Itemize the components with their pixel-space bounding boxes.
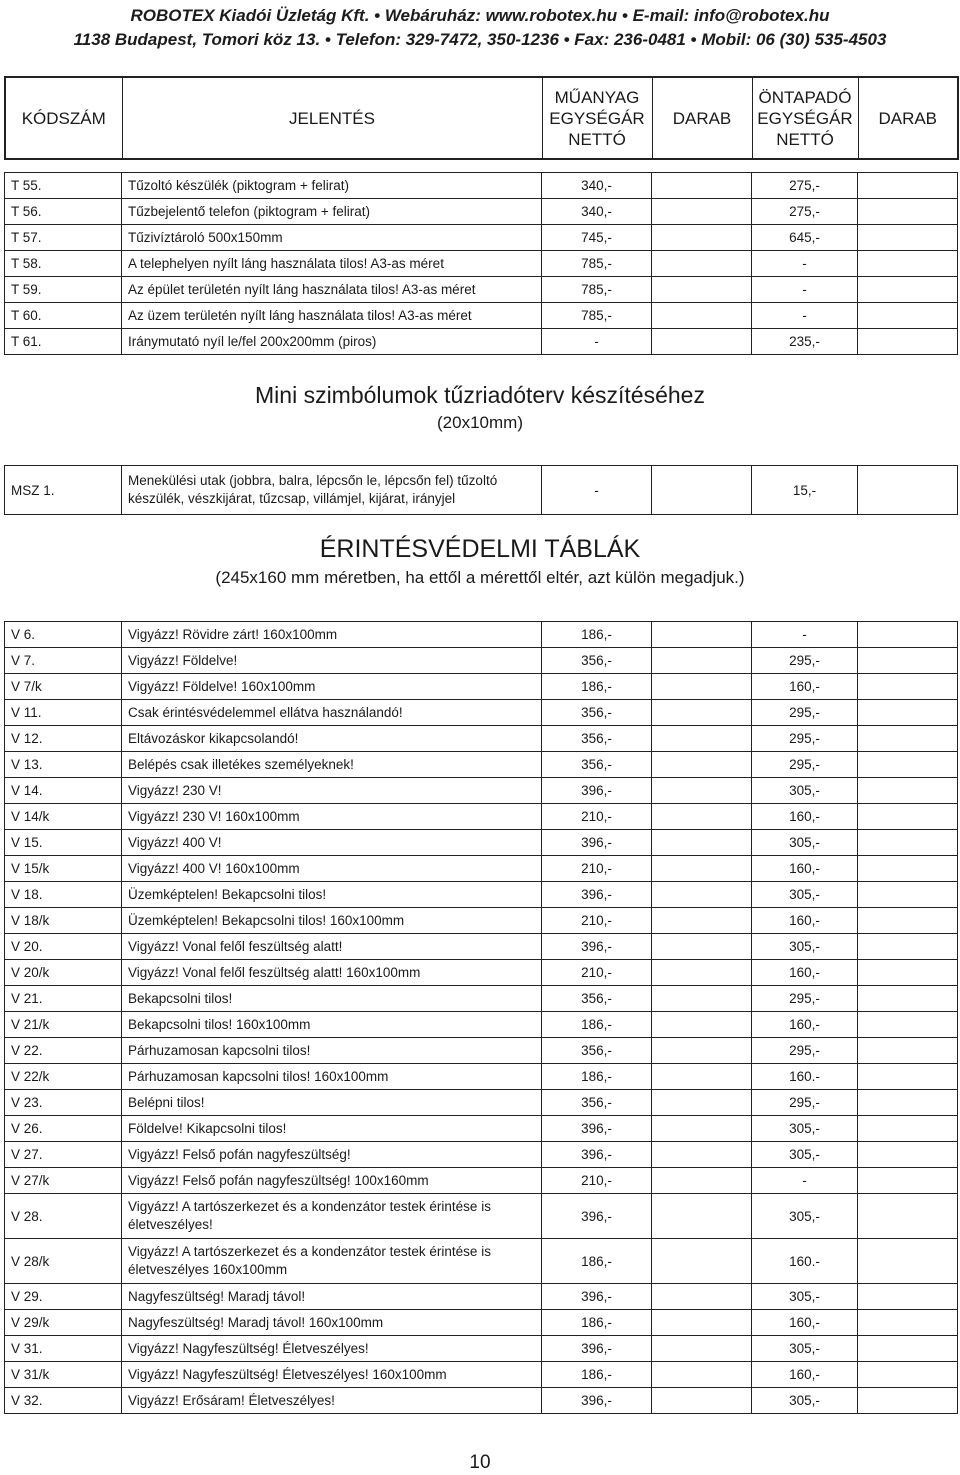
row-qty-1 xyxy=(652,1336,752,1362)
table-row xyxy=(5,622,958,648)
row-plastic-price: 785,- xyxy=(542,251,652,277)
row-code: T 61. xyxy=(5,329,122,355)
row-qty-1 xyxy=(652,1116,752,1142)
row-adhesive-price: 15,- xyxy=(752,466,858,515)
row-qty-2 xyxy=(858,1142,958,1168)
row-desc: Vigyázz! 230 V! xyxy=(122,778,542,804)
row-desc: Iránymutató nyíl le/fel 200x200mm (piros) xyxy=(122,329,542,355)
row-qty-2 xyxy=(858,1284,958,1310)
row-code: V 15/k xyxy=(5,856,122,882)
row-desc: Vigyázz! Rövidre zárt! 160x100mm xyxy=(122,622,542,648)
row-code: T 60. xyxy=(5,303,122,329)
row-adhesive-price: 305,- xyxy=(752,778,858,804)
table-row xyxy=(5,251,958,277)
row-qty-1 xyxy=(652,804,752,830)
row-plastic-price: 186,- xyxy=(542,1310,652,1336)
row-qty-1 xyxy=(652,277,752,303)
row-adhesive-price: 160.- xyxy=(752,1239,858,1284)
row-desc: Nagyfeszültség! Maradj távol! 160x100mm xyxy=(122,1310,542,1336)
table-row xyxy=(5,225,958,251)
row-qty-1 xyxy=(652,251,752,277)
row-adhesive-price: 160.- xyxy=(752,1064,858,1090)
row-qty-2 xyxy=(858,908,958,934)
row-code: V 21/k xyxy=(5,1012,122,1038)
row-qty-2 xyxy=(858,960,958,986)
row-plastic-price: 356,- xyxy=(542,986,652,1012)
row-plastic-price: 396,- xyxy=(542,830,652,856)
row-qty-1 xyxy=(652,303,752,329)
row-plastic-price: 396,- xyxy=(542,934,652,960)
row-desc: Vigyázz! 230 V! 160x100mm xyxy=(122,804,542,830)
row-plastic-price: 396,- xyxy=(542,1116,652,1142)
row-adhesive-price: 295,- xyxy=(752,986,858,1012)
touch-section-title: ÉRINTÉSVÉDELMI TÁBLÁK xyxy=(319,535,641,563)
row-adhesive-price: 305,- xyxy=(752,1336,858,1362)
row-desc: A telephelyen nyílt láng használata tilos! A3-as méret xyxy=(122,251,542,277)
table-row xyxy=(5,199,958,225)
row-qty-2 xyxy=(858,173,958,199)
row-adhesive-price: 160,- xyxy=(752,674,858,700)
row-qty-2 xyxy=(858,277,958,303)
row-qty-2 xyxy=(858,251,958,277)
row-qty-2 xyxy=(858,225,958,251)
row-qty-2 xyxy=(858,1116,958,1142)
row-qty-2 xyxy=(858,199,958,225)
row-desc: Párhuzamosan kapcsolni tilos! 160x100mm xyxy=(122,1064,542,1090)
row-qty-1 xyxy=(652,674,752,700)
row-adhesive-price: 305,- xyxy=(752,1116,858,1142)
row-code: V 22/k xyxy=(5,1064,122,1090)
table-row xyxy=(5,466,958,515)
table-row xyxy=(5,1194,958,1239)
row-adhesive-price: - xyxy=(752,622,858,648)
row-code: V 20/k xyxy=(5,960,122,986)
row-qty-1 xyxy=(652,726,752,752)
row-code: T 56. xyxy=(5,199,122,225)
col-meaning: JELENTÉS xyxy=(122,77,542,159)
table-row xyxy=(5,1239,958,1284)
row-adhesive-price: 160,- xyxy=(752,804,858,830)
row-plastic-price: 186,- xyxy=(542,1362,652,1388)
row-adhesive-price: 295,- xyxy=(752,1090,858,1116)
row-adhesive-price: 160,- xyxy=(752,1012,858,1038)
row-code: T 59. xyxy=(5,277,122,303)
row-qty-1 xyxy=(652,329,752,355)
row-code: V 21. xyxy=(5,986,122,1012)
row-qty-2 xyxy=(858,778,958,804)
table-row xyxy=(5,934,958,960)
row-qty-2 xyxy=(858,856,958,882)
row-plastic-price: 186,- xyxy=(542,674,652,700)
row-code: V 26. xyxy=(5,1116,122,1142)
table-row xyxy=(5,908,958,934)
row-desc: Bekapcsolni tilos! 160x100mm xyxy=(122,1012,542,1038)
row-qty-2 xyxy=(858,1194,958,1239)
row-adhesive-price: 275,- xyxy=(752,199,858,225)
row-qty-2 xyxy=(858,700,958,726)
row-qty-2 xyxy=(858,1012,958,1038)
row-adhesive-price: 645,- xyxy=(752,225,858,251)
table-row xyxy=(5,1388,958,1414)
row-code: V 6. xyxy=(5,622,122,648)
row-qty-1 xyxy=(652,908,752,934)
row-qty-2 xyxy=(858,1388,958,1414)
row-plastic-price: 186,- xyxy=(542,1239,652,1284)
row-plastic-price: 396,- xyxy=(542,1142,652,1168)
row-desc: Tűzoltó készülék (piktogram + felirat) xyxy=(122,173,542,199)
row-adhesive-price: 305,- xyxy=(752,934,858,960)
row-code: T 55. xyxy=(5,173,122,199)
row-code: V 27/k xyxy=(5,1168,122,1194)
row-adhesive-price: 305,- xyxy=(752,1388,858,1414)
row-qty-2 xyxy=(858,466,958,515)
row-qty-1 xyxy=(652,1090,752,1116)
table-row xyxy=(5,700,958,726)
row-desc: Az üzem területén nyílt láng használata tilos! A3-as méret xyxy=(122,303,542,329)
row-desc: Vigyázz! 400 V! xyxy=(122,830,542,856)
table-row xyxy=(5,648,958,674)
column-header-table xyxy=(4,76,959,160)
row-qty-2 xyxy=(858,1310,958,1336)
row-desc: Vigyázz! Vonal felől feszültség alatt! xyxy=(122,934,542,960)
row-qty-2 xyxy=(858,1362,958,1388)
row-adhesive-price: 160,- xyxy=(752,1310,858,1336)
row-desc: Földelve! Kikapcsolni tilos! xyxy=(122,1116,542,1142)
row-code: V 7/k xyxy=(5,674,122,700)
row-adhesive-price: 305,- xyxy=(752,830,858,856)
row-desc: Vigyázz! Nagyfeszültség! Életveszélyes! 160x100mm xyxy=(122,1362,542,1388)
page-number: 10 xyxy=(469,1452,491,1473)
col-adhesive-price: ÖNTAPADÓ EGYSÉGÁR NETTÓ xyxy=(752,77,858,159)
row-code: V 13. xyxy=(5,752,122,778)
row-plastic-price: 340,- xyxy=(542,173,652,199)
row-qty-1 xyxy=(652,1194,752,1239)
table-row xyxy=(5,1142,958,1168)
row-qty-1 xyxy=(652,1064,752,1090)
row-desc: Vigyázz! Vonal felől feszültség alatt! 160x100mm xyxy=(122,960,542,986)
row-code: V 22. xyxy=(5,1038,122,1064)
row-qty-1 xyxy=(652,1142,752,1168)
row-qty-2 xyxy=(858,329,958,355)
col-qty-2: DARAB xyxy=(858,77,958,159)
row-qty-2 xyxy=(858,622,958,648)
row-adhesive-price: 305,- xyxy=(752,882,858,908)
touch-price-table xyxy=(4,621,958,1414)
row-adhesive-price: 160,- xyxy=(752,908,858,934)
row-plastic-price: - xyxy=(542,466,652,515)
row-qty-2 xyxy=(858,752,958,778)
row-plastic-price: 356,- xyxy=(542,1038,652,1064)
row-code: V 15. xyxy=(5,830,122,856)
row-adhesive-price: 160,- xyxy=(752,960,858,986)
row-plastic-price: 356,- xyxy=(542,648,652,674)
row-code: V 14/k xyxy=(5,804,122,830)
row-plastic-price: 356,- xyxy=(542,700,652,726)
row-adhesive-price: 305,- xyxy=(752,1194,858,1239)
row-adhesive-price: - xyxy=(752,251,858,277)
row-desc: Csak érintésvédelemmel ellátva használandó! xyxy=(122,700,542,726)
row-code: T 57. xyxy=(5,225,122,251)
row-desc: Eltávozáskor kikapcsolandó! xyxy=(122,726,542,752)
row-code: MSZ 1. xyxy=(5,466,122,515)
row-qty-1 xyxy=(652,225,752,251)
row-plastic-price: 186,- xyxy=(542,622,652,648)
table-row xyxy=(5,804,958,830)
row-qty-2 xyxy=(858,1239,958,1284)
row-qty-1 xyxy=(652,778,752,804)
fire-price-table xyxy=(4,172,958,355)
row-qty-2 xyxy=(858,1064,958,1090)
row-qty-2 xyxy=(858,303,958,329)
row-adhesive-price: 295,- xyxy=(752,726,858,752)
row-qty-1 xyxy=(652,1362,752,1388)
mini-section-title: Mini szimbólumok tűzriadóterv készítéséhez xyxy=(255,382,705,408)
row-adhesive-price: - xyxy=(752,277,858,303)
row-code: V 18. xyxy=(5,882,122,908)
table-row xyxy=(5,329,958,355)
address-line: 1138 Budapest, Tomori köz 13. • Telefon: 329-7472, 350-1236 • Fax: 236-0481 • Mobil: 06 (30) 535-4503 xyxy=(73,30,887,49)
table-row xyxy=(5,1064,958,1090)
row-qty-1 xyxy=(652,960,752,986)
row-qty-2 xyxy=(858,986,958,1012)
row-qty-1 xyxy=(652,622,752,648)
row-qty-1 xyxy=(652,1038,752,1064)
row-qty-1 xyxy=(652,830,752,856)
row-qty-2 xyxy=(858,1336,958,1362)
row-qty-2 xyxy=(858,726,958,752)
table-row xyxy=(5,986,958,1012)
row-qty-1 xyxy=(652,648,752,674)
row-plastic-price: 356,- xyxy=(542,752,652,778)
table-row xyxy=(5,1116,958,1142)
row-plastic-price: 186,- xyxy=(542,1012,652,1038)
row-desc: Az épület területén nyílt láng használata tilos! A3-as méret xyxy=(122,277,542,303)
row-code: V 31. xyxy=(5,1336,122,1362)
row-plastic-price: 186,- xyxy=(542,1064,652,1090)
row-qty-1 xyxy=(652,752,752,778)
row-code: V 11. xyxy=(5,700,122,726)
row-desc: Vigyázz! A tartószerkezet és a kondenzátor testek érintése is életveszélyes 160x100mm xyxy=(122,1239,542,1284)
mini-section-subtitle: (20x10mm) xyxy=(437,413,523,432)
table-row xyxy=(5,778,958,804)
row-qty-1 xyxy=(652,934,752,960)
row-desc: Vigyázz! Nagyfeszültség! Életveszélyes! xyxy=(122,1336,542,1362)
row-desc: Vigyázz! Felső pofán nagyfeszültség! xyxy=(122,1142,542,1168)
row-qty-1 xyxy=(652,700,752,726)
row-code: V 27. xyxy=(5,1142,122,1168)
row-qty-2 xyxy=(858,804,958,830)
row-desc: Tűzbejelentő telefon (piktogram + felirat) xyxy=(122,199,542,225)
table-row xyxy=(5,1336,958,1362)
table-row xyxy=(5,674,958,700)
row-qty-1 xyxy=(652,1388,752,1414)
row-desc: Belépés csak illetékes személyeknek! xyxy=(122,752,542,778)
row-desc: Menekülési utak (jobbra, balra, lépcsőn le, lépcsőn fel) tűzoltó készülék, vészkijárat, tűzcsap, villámjel, kijárat, irányjel xyxy=(122,466,542,515)
col-code: KÓDSZÁM xyxy=(5,77,122,159)
row-plastic-price: 745,- xyxy=(542,225,652,251)
col-qty-1: DARAB xyxy=(652,77,752,159)
row-code: V 7. xyxy=(5,648,122,674)
row-plastic-price: 210,- xyxy=(542,908,652,934)
col-plastic-price: MŰANYAG EGYSÉGÁR NETTÓ xyxy=(542,77,652,159)
row-plastic-price: 785,- xyxy=(542,277,652,303)
row-code: V 20. xyxy=(5,934,122,960)
row-code: V 12. xyxy=(5,726,122,752)
row-plastic-price: 396,- xyxy=(542,882,652,908)
table-row xyxy=(5,1038,958,1064)
row-qty-2 xyxy=(858,1038,958,1064)
row-plastic-price: - xyxy=(542,329,652,355)
row-desc: Nagyfeszültség! Maradj távol! xyxy=(122,1284,542,1310)
row-desc: Tűzivíztároló 500x150mm xyxy=(122,225,542,251)
table-row xyxy=(5,726,958,752)
row-plastic-price: 396,- xyxy=(542,1284,652,1310)
table-row xyxy=(5,277,958,303)
row-adhesive-price: 305,- xyxy=(752,1142,858,1168)
table-row xyxy=(5,173,958,199)
row-qty-1 xyxy=(652,1168,752,1194)
row-qty-2 xyxy=(858,1090,958,1116)
row-desc: Üzemképtelen! Bekapcsolni tilos! xyxy=(122,882,542,908)
row-desc: Vigyázz! Földelve! 160x100mm xyxy=(122,674,542,700)
row-plastic-price: 210,- xyxy=(542,804,652,830)
row-qty-1 xyxy=(652,882,752,908)
row-qty-1 xyxy=(652,466,752,515)
row-code: V 14. xyxy=(5,778,122,804)
touch-section-subtitle: (245x160 mm méretben, ha ettől a mérettől eltér, azt külön megadjuk.) xyxy=(215,568,745,587)
row-desc: Vigyázz! Erősáram! Életveszélyes! xyxy=(122,1388,542,1414)
row-adhesive-price: 235,- xyxy=(752,329,858,355)
row-qty-1 xyxy=(652,1239,752,1284)
row-qty-1 xyxy=(652,173,752,199)
row-desc: Vigyázz! 400 V! 160x100mm xyxy=(122,856,542,882)
row-code: V 31/k xyxy=(5,1362,122,1388)
table-row xyxy=(5,1090,958,1116)
row-plastic-price: 396,- xyxy=(542,1336,652,1362)
row-plastic-price: 210,- xyxy=(542,960,652,986)
table-row xyxy=(5,1362,958,1388)
row-plastic-price: 396,- xyxy=(542,1194,652,1239)
row-qty-2 xyxy=(858,934,958,960)
row-adhesive-price: 275,- xyxy=(752,173,858,199)
row-adhesive-price: 295,- xyxy=(752,1038,858,1064)
company-line: ROBOTEX Kiadói Üzletág Kft. • Webáruház: www.robotex.hu • E-mail: info@robotex.hu xyxy=(130,6,830,25)
row-code: V 28. xyxy=(5,1194,122,1239)
row-qty-2 xyxy=(858,674,958,700)
row-adhesive-price: 160,- xyxy=(752,856,858,882)
row-qty-1 xyxy=(652,1310,752,1336)
row-adhesive-price: - xyxy=(752,303,858,329)
row-plastic-price: 340,- xyxy=(542,199,652,225)
row-code: V 32. xyxy=(5,1388,122,1414)
row-plastic-price: 356,- xyxy=(542,1090,652,1116)
table-row xyxy=(5,1310,958,1336)
table-row xyxy=(5,882,958,908)
row-adhesive-price: - xyxy=(752,1168,858,1194)
row-code: V 18/k xyxy=(5,908,122,934)
row-qty-2 xyxy=(858,830,958,856)
row-qty-2 xyxy=(858,1168,958,1194)
row-qty-2 xyxy=(858,648,958,674)
table-row xyxy=(5,752,958,778)
row-plastic-price: 396,- xyxy=(542,1388,652,1414)
table-row xyxy=(5,303,958,329)
row-desc: Belépni tilos! xyxy=(122,1090,542,1116)
row-desc: Vigyázz! Földelve! xyxy=(122,648,542,674)
row-desc: Üzemképtelen! Bekapcsolni tilos! 160x100mm xyxy=(122,908,542,934)
row-qty-1 xyxy=(652,986,752,1012)
table-row xyxy=(5,1168,958,1194)
row-plastic-price: 396,- xyxy=(542,778,652,804)
row-adhesive-price: 295,- xyxy=(752,700,858,726)
table-row xyxy=(5,830,958,856)
row-qty-2 xyxy=(858,882,958,908)
row-qty-1 xyxy=(652,856,752,882)
row-desc: Párhuzamosan kapcsolni tilos! xyxy=(122,1038,542,1064)
table-row xyxy=(5,1012,958,1038)
row-code: V 29. xyxy=(5,1284,122,1310)
table-row xyxy=(5,856,958,882)
row-desc: Bekapcsolni tilos! xyxy=(122,986,542,1012)
table-row xyxy=(5,1284,958,1310)
row-plastic-price: 210,- xyxy=(542,856,652,882)
row-qty-1 xyxy=(652,1012,752,1038)
row-code: T 58. xyxy=(5,251,122,277)
row-adhesive-price: 295,- xyxy=(752,752,858,778)
row-adhesive-price: 295,- xyxy=(752,648,858,674)
row-plastic-price: 785,- xyxy=(542,303,652,329)
row-qty-1 xyxy=(652,199,752,225)
row-code: V 28/k xyxy=(5,1239,122,1284)
row-desc: Vigyázz! Felső pofán nagyfeszültség! 100x160mm xyxy=(122,1168,542,1194)
row-adhesive-price: 160,- xyxy=(752,1362,858,1388)
row-plastic-price: 356,- xyxy=(542,726,652,752)
row-desc: Vigyázz! A tartószerkezet és a kondenzátor testek érintése is életveszélyes! xyxy=(122,1194,542,1239)
table-row xyxy=(5,960,958,986)
row-adhesive-price: 305,- xyxy=(752,1284,858,1310)
row-code: V 29/k xyxy=(5,1310,122,1336)
row-code: V 23. xyxy=(5,1090,122,1116)
row-plastic-price: 210,- xyxy=(542,1168,652,1194)
mini-price-table xyxy=(4,465,958,515)
row-qty-1 xyxy=(652,1284,752,1310)
